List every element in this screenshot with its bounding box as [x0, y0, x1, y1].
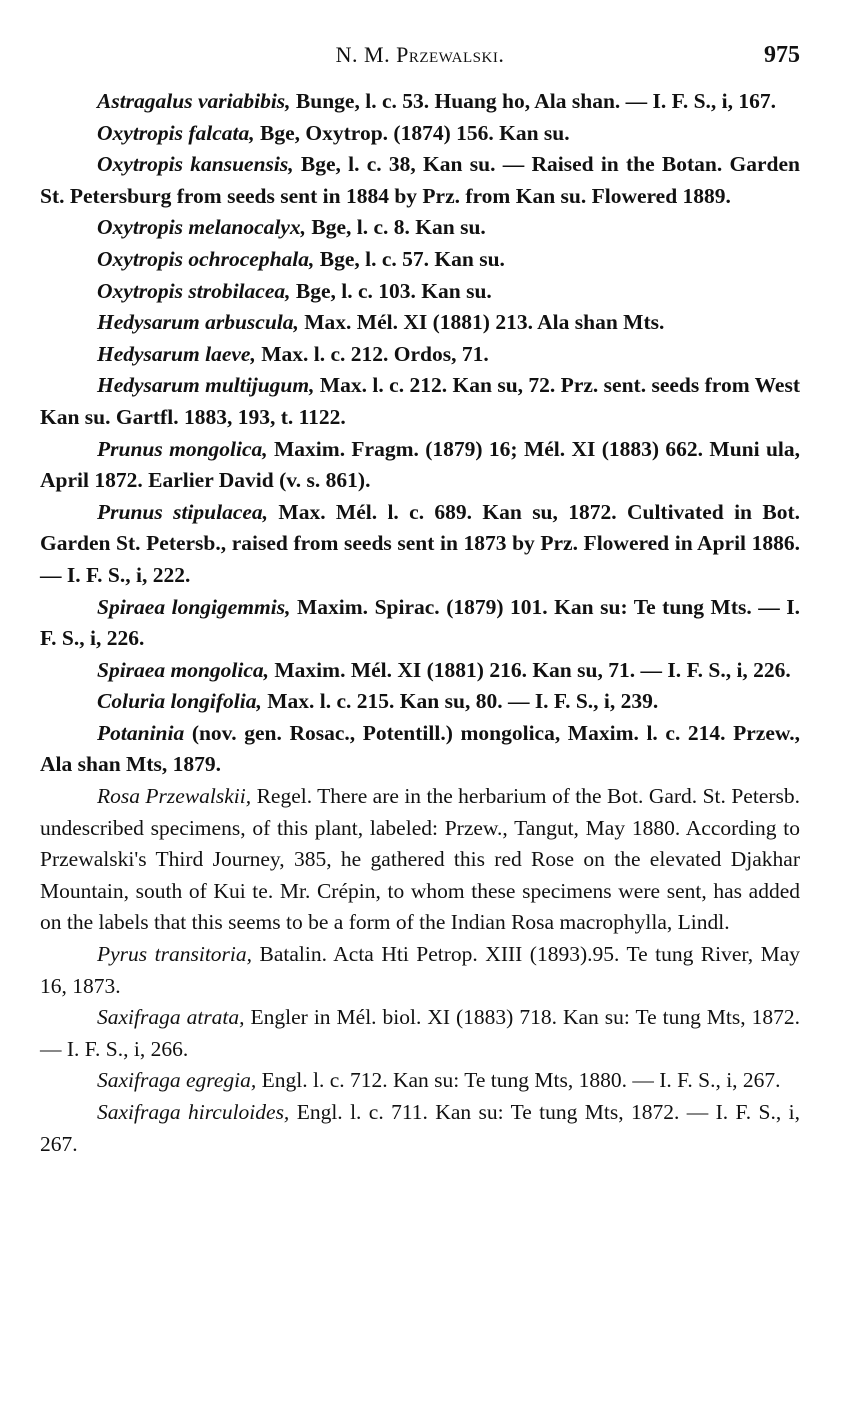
- species-citation: Bge, l. c. 8. Kan su.: [306, 215, 486, 240]
- species-name: Prunus mongolica,: [97, 436, 268, 461]
- species-name: Saxifraga hirculoides,: [97, 1100, 290, 1124]
- list-item: [40, 1002, 800, 1065]
- species-citation: Batalin. Acta Hti Petrop. XIII (1893).95. Te tung River, May 16, 1873.: [40, 942, 800, 998]
- list-item: [40, 276, 800, 308]
- species-name: Pyrus transitoria,: [97, 942, 253, 967]
- species-citation: Maxim. Fragm. (1879) 16; Mél. XI (1883) 662. Muni ula, April 1872. Earlier David (v. s. 861).: [40, 436, 800, 493]
- species-name: Potaninia: [97, 720, 185, 745]
- species-citation: Max. l. c. 215. Kan su, 80. — I. F. S., i, 239.: [261, 689, 659, 714]
- species-citation: Max. Mél. l. c. 689. Kan su, 1872. Cultivated in Bot. Garden St. Petersb., raised from seeds sent in 1873 by Prz. Flowered in April 1886. — I. F. S., i, 222.: [40, 499, 800, 587]
- species-name: Saxifraga atrata,: [97, 1005, 245, 1030]
- species-citation: Maxim. Spirac. (1879) 101. Kan su: Te tung Mts. — I. F. S., i, 226.: [40, 594, 801, 651]
- list-item: [40, 592, 800, 655]
- list-item: [40, 1065, 800, 1097]
- species-citation: Maxim. Mél. XI (1881) 216. Kan su, 71. — I. F. S., i, 226.: [269, 657, 791, 682]
- page-number: 975: [764, 42, 800, 68]
- species-list: [40, 86, 800, 1160]
- list-item: [40, 370, 800, 433]
- species-citation: Bge, l. c. 103. Kan su.: [290, 278, 492, 303]
- species-name: Oxytropis ochrocephala,: [97, 246, 315, 271]
- list-item: [40, 686, 800, 718]
- list-item: [40, 497, 800, 592]
- list-item: [40, 718, 800, 781]
- species-name: Spiraea mongolica,: [97, 657, 270, 682]
- running-title: [40, 42, 800, 68]
- species-name: Saxifraga egregia,: [97, 1068, 257, 1093]
- species-citation: Engl. l. c. 712. Kan su: Te tung Mts, 1880. — I. F. S., i, 267.: [256, 1068, 781, 1093]
- species-name: Spiraea longigemmis,: [97, 594, 291, 619]
- species-name: Coluria longifolia,: [97, 689, 262, 714]
- species-name: Rosa Przewalskii,: [97, 784, 252, 809]
- author-surname: Przewalski.: [396, 42, 505, 67]
- species-citation: Bunge, l. c. 53. Huang ho, Ala shan. — I. F. S., i, 167.: [290, 89, 777, 113]
- species-citation: Bge, Oxytrop. (1874) 156. Kan su.: [254, 120, 570, 145]
- author-initials: N. M.: [335, 42, 397, 67]
- species-citation: Regel. There are in the herbarium of the Bot. Gard. St. Petersb. undescribed specimens, of this plant, labeled: Przew., Tangut, May 1880. According to Przewalski's Third Journey, 385, he gathered this red Rose on the elevated Djakhar Mountain, south of Kui te. Mr. Crépin, to whom these specimens were sent, has added on the labels that this seems to be a form of the Indian Rosa macrophylla, Lindl.: [40, 784, 800, 935]
- list-item: [40, 339, 800, 371]
- species-name: Hedysarum laeve,: [97, 341, 256, 366]
- list-item: [40, 434, 800, 497]
- list-item: [40, 118, 800, 150]
- species-citation: Max. l. c. 212. Ordos, 71.: [255, 341, 489, 366]
- species-name: Astragalus variabibis,: [97, 89, 291, 113]
- species-name: Oxytropis melanocalyx,: [97, 215, 307, 240]
- list-item: [40, 939, 800, 1002]
- list-item: [40, 149, 800, 212]
- list-item: [40, 655, 800, 687]
- species-citation: (nov. gen. Rosac., Potentill.) mongolica, Maxim. l. c. 214. Przew., Ala shan Mts, 1879.: [40, 720, 800, 777]
- running-header: [40, 42, 800, 82]
- species-citation: Bge, l. c. 38, Kan su. — Raised in the Botan. Garden St. Petersburg from seeds sent in 1884 by Prz. from Kan su. Flowered 1889.: [40, 152, 800, 208]
- species-citation: Max. l. c. 212. Kan su, 72. Prz. sent. seeds from West Kan su. Gartfl. 1883, 193, t. 1122.: [40, 373, 801, 429]
- species-name: Oxytropis falcata,: [97, 120, 255, 145]
- species-name: Oxytropis kansuensis,: [97, 152, 294, 177]
- page: [40, 42, 800, 1160]
- list-item: [40, 86, 800, 118]
- species-citation: Engl. l. c. 711. Kan su: Te tung Mts, 1872. — I. F. S., i, 267.: [40, 1100, 800, 1156]
- species-name: Prunus stipulacea,: [97, 499, 269, 524]
- list-item: [40, 212, 800, 244]
- species-name: Hedysarum arbuscula,: [97, 310, 299, 335]
- list-item: [40, 307, 800, 339]
- species-citation: Max. Mél. XI (1881) 213. Ala shan Mts.: [298, 310, 665, 335]
- list-item: [40, 1097, 800, 1160]
- species-citation: Bge, l. c. 57. Kan su.: [314, 246, 505, 271]
- species-name: Oxytropis strobilacea,: [97, 278, 291, 303]
- list-item: [40, 781, 800, 939]
- list-item: [40, 244, 800, 276]
- species-citation: Engler in Mél. biol. XI (1883) 718. Kan su: Te tung Mts, 1872. — I. F. S., i, 266.: [40, 1005, 801, 1061]
- species-name: Hedysarum multijugum,: [97, 373, 315, 398]
